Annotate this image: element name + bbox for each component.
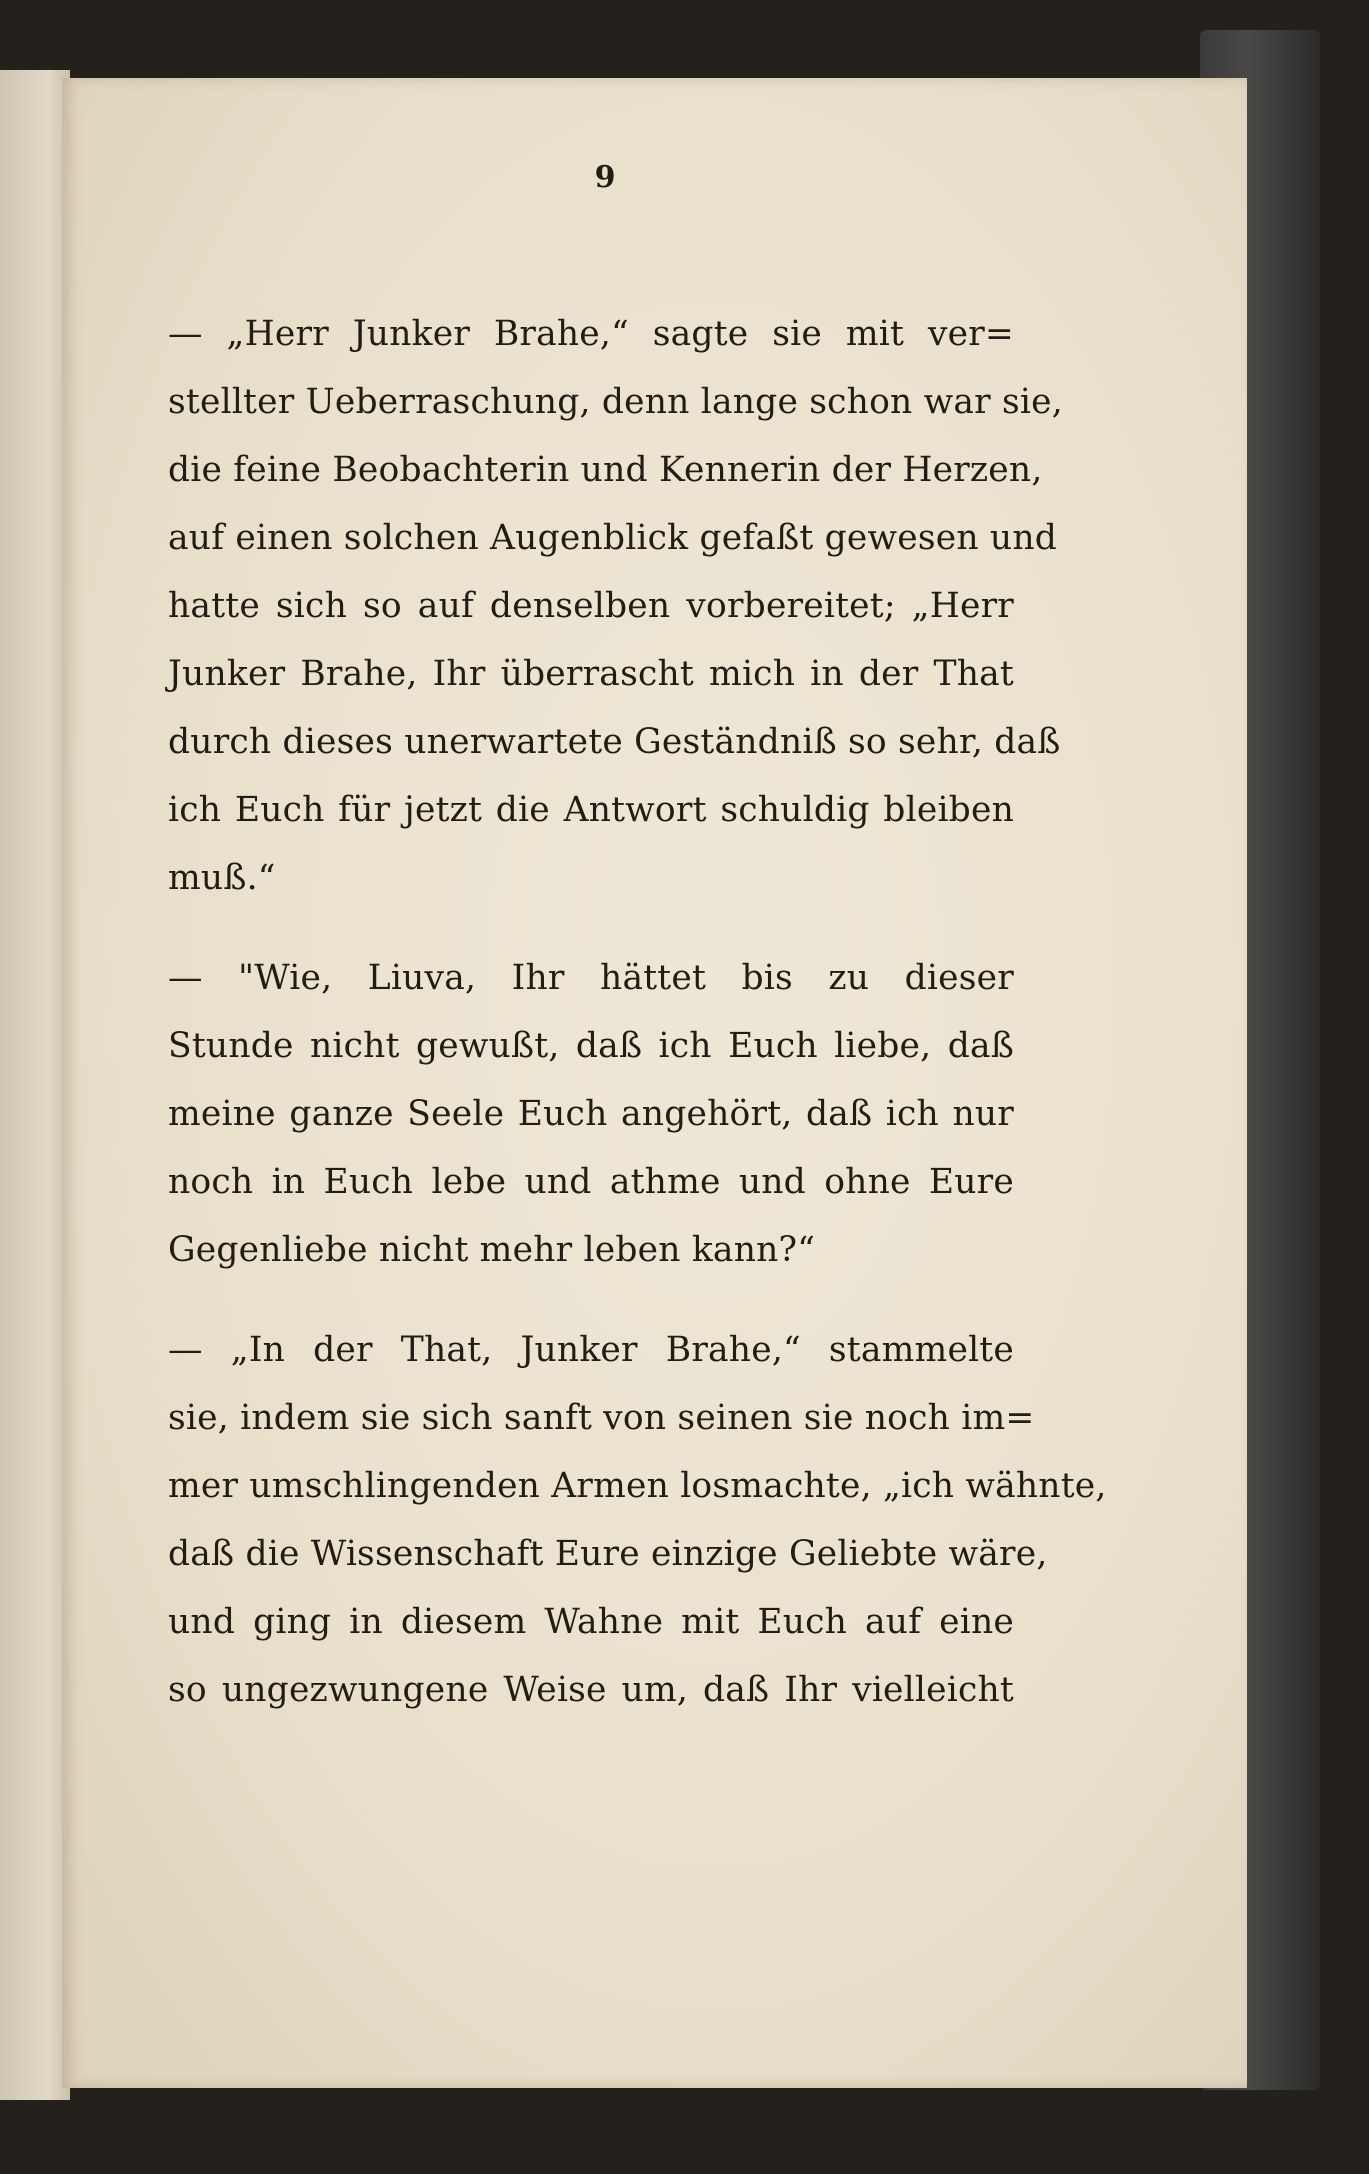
text-line: und ging in diesem Wahne mit Euch auf eine (168, 1602, 1014, 1642)
text-line: muß.“ (168, 858, 276, 898)
text-line: mer umschlingenden Armen losmachte, „ich wähnte, (168, 1466, 1107, 1506)
text-line: hatte sich so auf denselben vorbereitet; „Herr (168, 586, 1014, 626)
text-line: auf einen solchen Augenblick gefaßt gewesen und (168, 518, 1058, 558)
text-line: Stunde nicht gewußt, daß ich Euch liebe, daß (168, 1026, 1014, 1066)
page-number: 9 (594, 160, 616, 195)
text-line: sie, indem sie sich sanft von seinen sie noch im= (168, 1398, 1035, 1438)
text-line: die feine Beobachterin und Kennerin der Herzen, (168, 450, 1043, 490)
paragraph-1 (168, 300, 1063, 912)
text-line: durch dieses unerwartete Geständniß so sehr, daß (168, 722, 1061, 762)
text-line: meine ganze Seele Euch angehört, daß ich nur (168, 1094, 1014, 1134)
paragraph-3 (168, 1316, 1107, 1724)
paragraph-spacer (168, 1284, 1014, 1316)
text-line: — „Herr Junker Brahe,“ sagte sie mit ver= (168, 314, 1014, 354)
text-line: noch in Euch lebe und athme und ohne Eure (168, 1162, 1014, 1202)
text-line: ich Euch für jetzt die Antwort schuldig bleiben (168, 790, 1014, 830)
facing-page-edge (0, 70, 70, 2100)
text-line: stellter Ueberraschung, denn lange schon war sie, (168, 382, 1063, 422)
text-line: Gegenliebe nicht mehr leben kann?“ (168, 1230, 816, 1270)
paragraph-2 (168, 944, 1014, 1284)
text-line: Junker Brahe, Ihr überrascht mich in der That (168, 654, 1014, 694)
paragraph-spacer (168, 912, 1014, 944)
text-line: — "Wie, Liuva, Ihr hättet bis zu dieser (168, 958, 1014, 998)
body-text (168, 300, 1107, 1724)
text-line: daß die Wissenschaft Eure einzige Geliebte wäre, (168, 1534, 1048, 1574)
text-line: — „In der That, Junker Brahe,“ stammelte (168, 1330, 1014, 1370)
text-line: so ungezwungene Weise um, daß Ihr vielleicht (168, 1670, 1014, 1710)
